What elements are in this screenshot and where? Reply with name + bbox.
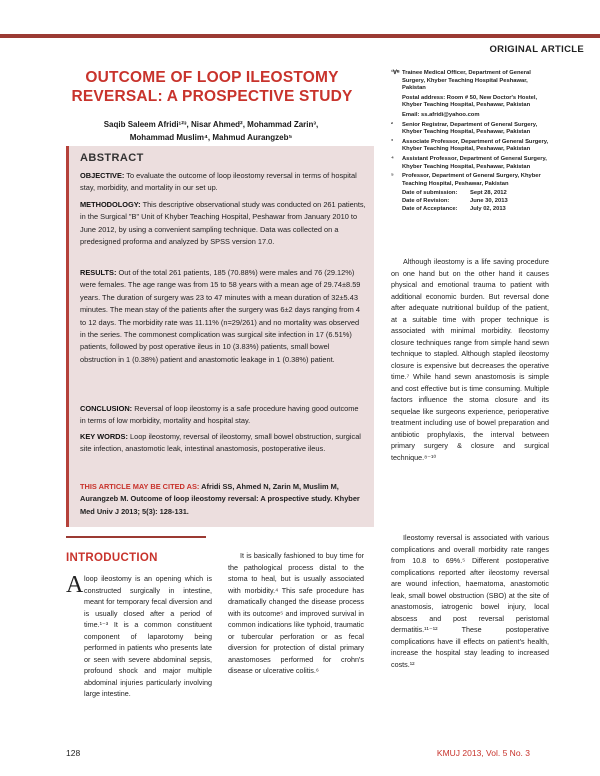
intro-paragraph-1-text: loop ileostomy is an opening which is constructed surgically in intestine, meant for temporary fecal diversion and is usually closed after a period of time.¹⁻³ It is a common constituent component of laparotomy being performed in patients who presents late or seen with severe abdominal sepsis, profound shock and major multiple abdominal injuries particularly involving large intestine. <box>84 574 212 698</box>
methodology-text: This descriptive observational study was conducted on 261 patients, in the Surgical "B" Unit of Khyber Teaching Hospital, Peshawar from January 2010 to June 2012, by using a convenient sampling technique. Data was collected on a predesigned proforma and analyzed by SPSS version 17.0. <box>80 200 366 247</box>
keywords-text: Loop ileostomy, reversal of ileostomy, small bowel obstruction, surgical site infection, anastomotic leak, intestinal anastomosis, postoperative ileus. <box>80 432 361 454</box>
title-line-1: OUTCOME OF LOOP ILEOSTOMY <box>85 69 339 86</box>
journal-citation: KMUJ 2013, Vol. 5 No. 3 <box>436 748 530 758</box>
abstract-results <box>80 267 366 366</box>
header-rule <box>0 34 600 38</box>
authors-line-1: Saqib Saleem Afridi¹²³, Nisar Ahmed², Mohammad Zarin³, <box>103 120 319 129</box>
intro-paragraph-2: It is basically fashioned to buy time for the pathological process distal to the stoma to heal, but is usually associated with morbidity.⁴ This safe procedure has dramatically changed the disease process with its outcome⁵ and improved survival in common indications like typhoid, traumatic or tubercular perforation or as fecal diversion for protection of distal primary anastomoses performed for crohn's disease or ulcerative colitis.⁶ <box>228 551 364 675</box>
abstract-conclusion <box>80 403 366 428</box>
date-acceptance: Date of Acceptance: July 02, 2013 <box>402 205 506 212</box>
footnote-1-address: Postal address: Room # 50, New Doctor's Hostel, Khyber Teaching Hospital, Peshawar, Pakistan <box>402 94 538 109</box>
right-col-paragraph-2: Ileostomy reversal is associated with various complications and overall morbidity rate ranges from 10.8 to 69%.⁵ Different postoperative complications reported after ileostomy reversal are wound infection, haematoma, anastomotic leak, small bowel obstruction (SBO) at the site of anastomosis, iatrogenic bowel injury, local abscess and post reversal peristomal dermatitis.¹¹⁻¹² These postoperative complications have ill effects on patient's health, increase the hospital stay leading to increased costs.¹² <box>391 533 549 669</box>
authors-line-2: Mohammad Muslim⁴, Mahmud Aurangzeb⁵ <box>129 133 293 142</box>
results-label: RESULTS: <box>80 268 117 277</box>
objective-label: OBJECTIVE: <box>80 171 125 180</box>
article-dates <box>402 190 551 213</box>
abstract-heading: ABSTRACT <box>80 152 144 164</box>
abstract-methodology <box>80 199 366 249</box>
conclusion-label: CONCLUSION: <box>80 404 133 413</box>
footnote-1: ¹Ɐᴮ Trainee Medical Officer, Department of General Surgery, Khyber Teaching Hospital Peshawar, Pakistan <box>391 70 531 92</box>
title-line-2: REVERSAL: A PROSPECTIVE STUDY <box>71 88 353 105</box>
right-col-paragraph-1: Although ileostomy is a life saving procedure on one hand but on the other hand it causes physical and emotional trauma to patient with additional economic burden. But reversal done after adequate nutritional buildup of the patient, at a suitable time with proper technique is associated with minimal morbidity. Ileostomy closure techniques range from simple hand sewn technique to stapled. Although stapled ileostomy closure is expensive but decreases the operative time.⁷ While hand sewn anastomosis is simple and cost effective but is time consuming. Multiple factors influence the stoma closure and its sequelae like surgeons experience, perioperative treatment including use of bowel preparation and antibiotic prophylaxis, the interval between primary surgery & closure and surgical technique.⁸⁻¹⁰ <box>391 257 549 462</box>
objective-text: To evaluate the outcome of loop ileostomy reversal in terms of hospital stay, morbidity, and mortality in our set up. <box>80 171 357 193</box>
abstract-keywords <box>80 431 366 456</box>
citation-text: Afridi SS, Ahmed N, Zarin M, Muslim M, Aurangzeb M. Outcome of loop ileostomy reversal: A prospective study. Khyber Med Univ J 2013; 5(3): 128-131. <box>80 482 360 516</box>
article-title <box>62 68 362 106</box>
date-submission: Date of submission: Sept 28, 2012 <box>402 190 507 197</box>
citation <box>80 481 366 518</box>
introduction-heading: INTRODUCTION <box>66 552 158 564</box>
results-text: Out of the total 261 patients, 185 (70.88%) were males and 76 (29.12%) were females. The age range was from 15 to 58 years with a mean age of 29.74±8.59 years. The duration of surgery was 23 to 47 minutes with a mean duration of 32±5.43 minutes. The mean stay of the patients after the surgery was 6±2 days ranging from 4 to 12 days. The morbidity rate was 11.11% (n=29/261) and no mortality was observed in the series. The commonest complication was surgical site infection in 17 (6.51%) patients, followed by post operative ileus in 10 (3.83%) patients, small bowel obstruction in 1 (0.38%) patient and anastomotic leakage in 1 (0.38%) patient. <box>80 268 361 364</box>
page-number: 128 <box>66 748 81 758</box>
intro-paragraph-1-lead <box>84 573 212 700</box>
footnote-2: ² Senior Registrar, Department of General Surgery, Khyber Teaching Hospital, Peshawar, Pakistan <box>391 121 538 136</box>
citation-label: THIS ARTICLE MAY BE CITED AS: <box>80 482 200 491</box>
keywords-label: KEY WORDS: <box>80 432 128 441</box>
conclusion-text: Reversal of loop ileostomy is a safe procedure having good outcome in terms of low morbidity, mortality and hospital stay. <box>80 404 359 426</box>
footnote-3: ³ Associate Professor, Department of General Surgery, Khyber Teaching Hospital, Peshawar, Pakistan <box>391 138 549 153</box>
article-type-label: ORIGINAL ARTICLE <box>489 44 584 55</box>
author-list <box>70 118 352 144</box>
footnote-5: ⁵ Professor, Department of General Surgery, Khyber Teaching Hospital, Peshawar, Pakistan <box>391 173 541 187</box>
footnote-1-email: Email: ss.afridi@yahoo.com <box>402 111 480 118</box>
abstract-objective <box>80 170 366 195</box>
intro-rule <box>66 536 206 538</box>
date-revision: Date of Revision: June 30, 2013 <box>402 197 508 204</box>
drop-cap: A <box>66 572 84 598</box>
author-affiliations <box>391 70 551 213</box>
methodology-label: METHODOLOGY: <box>80 200 141 209</box>
footnote-4: ⁴ Assistant Professor, Department of General Surgery, Khyber Teaching Hospital, Peshawar, Pakistan <box>391 155 547 170</box>
